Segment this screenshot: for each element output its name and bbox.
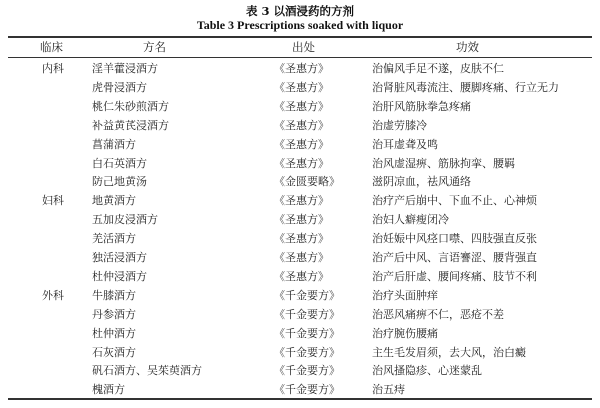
table-title-chinese: 表 3 以酒浸药的方剂 <box>245 4 354 18</box>
table-title-english: Table 3 Prescriptions soaked with liquor <box>196 18 404 32</box>
header-effect: 功效 <box>456 40 479 54</box>
header-name: 方名 <box>143 40 166 54</box>
row-name: 槐酒方 <box>92 383 125 397</box>
table-row <box>0 343 600 362</box>
table-row <box>0 154 600 173</box>
row-source: 《千金要方》 <box>274 364 340 378</box>
header-source: 出处 <box>292 40 315 54</box>
table-row <box>0 324 600 343</box>
row-effect: 治疗头面肿痒 <box>372 288 438 302</box>
row-name: 白石英酒方 <box>92 156 147 170</box>
row-name: 独活浸酒方 <box>92 251 147 264</box>
row-source: 《圣惠方》 <box>274 194 329 208</box>
row-effect: 治恶风痛痹不仁，恶疮不差 <box>372 307 504 321</box>
row-effect: 治五痔 <box>372 383 405 397</box>
row-name: 防己地黄汤 <box>92 175 147 189</box>
row-effect: 治产后肝虚、腰间疼痛、肢节不利 <box>372 269 537 283</box>
table-row <box>0 172 600 191</box>
row-source: 《千金要方》 <box>274 307 340 321</box>
row-name: 杜仲酒方 <box>92 326 136 340</box>
row-name: 石灰酒方 <box>92 345 136 359</box>
row-name: 牛膝酒方 <box>92 288 136 302</box>
row-dept: 外科 <box>42 288 64 302</box>
row-source: 《圣惠方》 <box>274 137 329 151</box>
table-row <box>0 361 600 380</box>
table-row <box>0 286 600 305</box>
table-row <box>0 305 600 324</box>
row-name: 地黄酒方 <box>92 194 136 208</box>
row-name: 矾石酒方、吴茱萸酒方 <box>92 364 202 378</box>
row-name: 补益黄芪浸酒方 <box>92 118 169 132</box>
row-source: 《圣惠方》 <box>274 269 329 283</box>
row-name: 杜仲浸酒方 <box>92 269 147 283</box>
row-effect: 治虚劳膝冷 <box>372 118 427 132</box>
row-source: 《圣惠方》 <box>274 99 329 113</box>
table-row <box>0 248 600 267</box>
row-source: 《圣惠方》 <box>274 80 329 94</box>
row-effect: 治肾脏风毒流注、腰脚疼痛、行立无力 <box>372 80 559 94</box>
row-effect: 治妊娠中风痉口噤、四肢强直反张 <box>372 232 537 246</box>
row-effect: 治肝风筋脉拳急疼痛 <box>372 99 471 113</box>
row-effect: 治风搔隐疹、心迷蒙乱 <box>372 364 482 378</box>
row-name: 丹参酒方 <box>92 307 136 321</box>
row-source: 《千金要方》 <box>274 345 340 359</box>
header-dept: 临床 <box>40 40 63 54</box>
row-source: 《圣惠方》 <box>274 156 329 170</box>
table-row <box>0 267 600 286</box>
row-source: 《千金要方》 <box>274 288 340 302</box>
row-source: 《圣惠方》 <box>274 213 329 227</box>
row-source: 《圣惠方》 <box>274 232 329 246</box>
table-row <box>0 210 600 229</box>
row-effect: 治风虚湿痹、筋脉拘挛、腰羁 <box>372 156 515 170</box>
row-source: 《圣惠方》 <box>274 62 329 75</box>
table-row <box>0 59 600 78</box>
row-name: 羌活酒方 <box>92 232 136 246</box>
table-row <box>0 380 600 399</box>
table-bottom-rule <box>8 398 592 400</box>
row-name: 菖蒲酒方 <box>92 137 136 151</box>
row-source: 《千金要方》 <box>274 383 340 397</box>
table-row <box>0 191 600 210</box>
row-name: 虎骨浸酒方 <box>92 80 147 94</box>
row-effect: 治偏风手足不遂，皮肤不仁 <box>372 62 504 75</box>
row-effect: 治疗腕伤腰痛 <box>372 326 438 340</box>
row-effect: 治妇人癖瘦闭冷 <box>372 213 449 227</box>
row-effect: 主生毛发眉须，去大风，治白癜 <box>372 345 526 359</box>
row-dept: 妇科 <box>42 194 64 208</box>
row-name: 淫羊藿浸酒方 <box>92 62 158 75</box>
table-row <box>0 116 600 135</box>
row-source: 《千金要方》 <box>274 326 340 340</box>
row-effect: 治产后中风、言语謇涩、腰背强直 <box>372 251 537 264</box>
row-source: 《金匮要略》 <box>274 175 340 189</box>
row-effect: 治耳虚聋及鸣 <box>372 137 438 151</box>
header-rule <box>8 57 592 58</box>
table-row <box>0 97 600 116</box>
table-row <box>0 78 600 97</box>
table-top-rule <box>8 36 592 38</box>
table-row <box>0 135 600 154</box>
row-source: 《圣惠方》 <box>274 118 329 132</box>
row-name: 桃仁朱砂煎酒方 <box>92 99 169 113</box>
row-source: 《圣惠方》 <box>274 251 329 264</box>
row-dept: 内科 <box>42 62 64 75</box>
row-effect: 治疗产后崩中、下血不止、心神烦 <box>372 194 537 208</box>
row-name: 五加皮浸酒方 <box>92 213 158 227</box>
row-effect: 滋阴凉血，祛风通络 <box>372 175 471 189</box>
table-row <box>0 229 600 248</box>
